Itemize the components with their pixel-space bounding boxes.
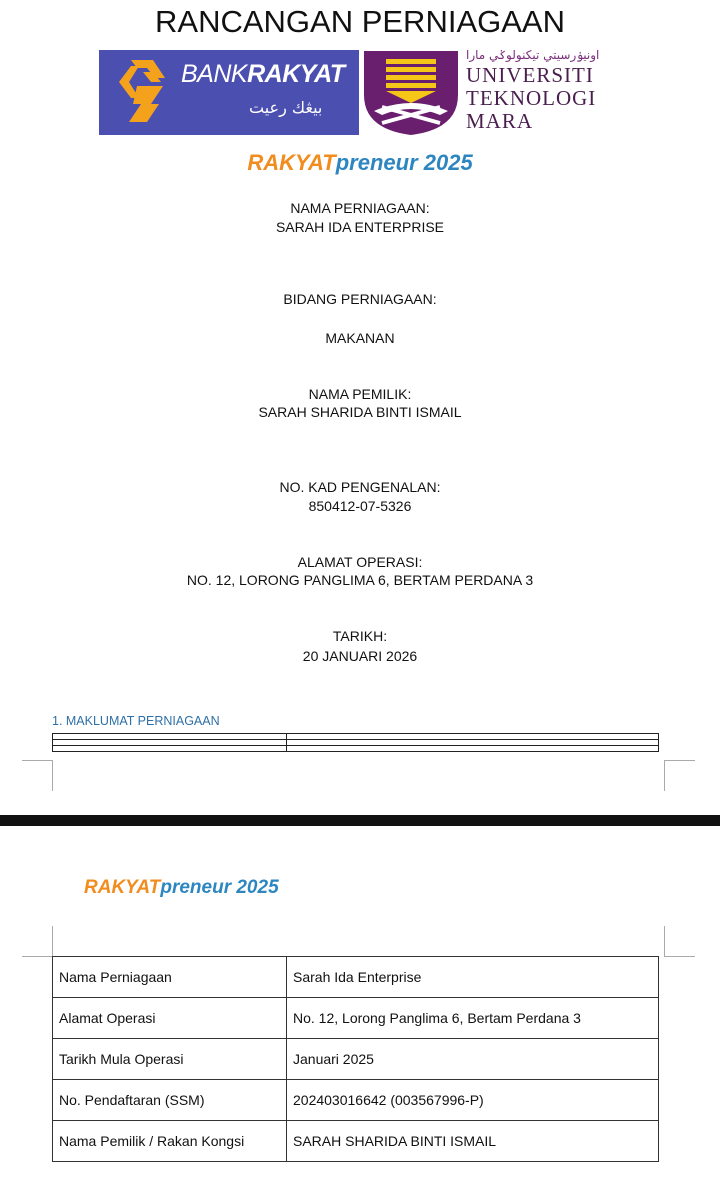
table-row [53, 957, 659, 998]
bank-rakyat-logo [99, 50, 359, 135]
address-value: NO. 12, LORONG PANGLIMA 6, BERTAM PERDANA 3 [186, 572, 534, 588]
ic-value: 850412-07-5326 [308, 498, 412, 514]
address-label: ALAMAT OPERASI: [297, 554, 423, 570]
business-field-label: BIDANG PERNIAGAAN: [283, 291, 437, 307]
table-cell-label: Nama Pemilik / Rakan Kongsi [53, 1121, 287, 1162]
margin-corner-top-left [22, 926, 53, 957]
table-cell-label: Tarikh Mula Operasi [53, 1039, 287, 1080]
table-row [53, 1121, 659, 1162]
business-info-table-fragment [52, 733, 659, 752]
table-cell-value: SARAH SHARIDA BINTI ISMAIL [287, 1121, 659, 1162]
rakyatpreneur-brand: RAKYATpreneur 2025 [247, 150, 473, 175]
table-cell-label: Alamat Operasi [53, 998, 287, 1039]
date-label: TARIKH: [332, 628, 388, 644]
table-cell-label: No. Pendaftaran (SSM) [53, 1080, 287, 1121]
page-gap [0, 815, 720, 826]
table-cell-value: No. 12, Lorong Panglima 6, Bertam Perdana 3 [287, 998, 659, 1039]
uitm-jawi: اونيۏرسيتي تيكنولوݢي مارا [466, 48, 600, 62]
bank-rakyat-emblem-icon [117, 58, 167, 124]
margin-corner-bottom-left [22, 760, 53, 791]
bank-rakyat-wordmark: BANKRAKYAT [181, 60, 345, 88]
date-value: 20 JANUARI 2026 [302, 648, 418, 664]
page-2 [0, 826, 720, 1188]
business-name-label: NAMA PERNIAGAAN: [290, 200, 430, 216]
document-title: RANCANGAN PERNIAGAAN [155, 4, 565, 39]
rakyatpreneur-header-brand: RAKYATpreneur 2025 [84, 877, 279, 898]
business-info-table [52, 956, 659, 1162]
table-cell-label: Nama Perniagaan [53, 957, 287, 998]
ic-label: NO. KAD PENGENALAN: [279, 479, 441, 495]
section-1-heading: 1. MAKLUMAT PERNIAGAAN [52, 714, 220, 728]
uitm-wordmark: UNIVERSITI TEKNOLOGI MARA [466, 63, 597, 133]
business-name-value: SARAH IDA ENTERPRISE [275, 219, 445, 235]
business-field-value: MAKANAN [325, 330, 395, 346]
bank-rakyat-jawi: بيڠك رعيت [249, 98, 323, 117]
table-cell-value: Januari 2025 [287, 1039, 659, 1080]
margin-corner-bottom-right [664, 760, 695, 791]
owner-label: NAMA PEMILIK: [308, 386, 412, 402]
margin-corner-top-right [664, 926, 695, 957]
table-row [53, 1039, 659, 1080]
table-cell-value: Sarah Ida Enterprise [287, 957, 659, 998]
table-row [53, 1080, 659, 1121]
uitm-crest-icon [360, 45, 462, 137]
table-row [53, 998, 659, 1039]
owner-value: SARAH SHARIDA BINTI ISMAIL [258, 404, 462, 420]
table-cell-value: 202403016642 (003567996-P) [287, 1080, 659, 1121]
